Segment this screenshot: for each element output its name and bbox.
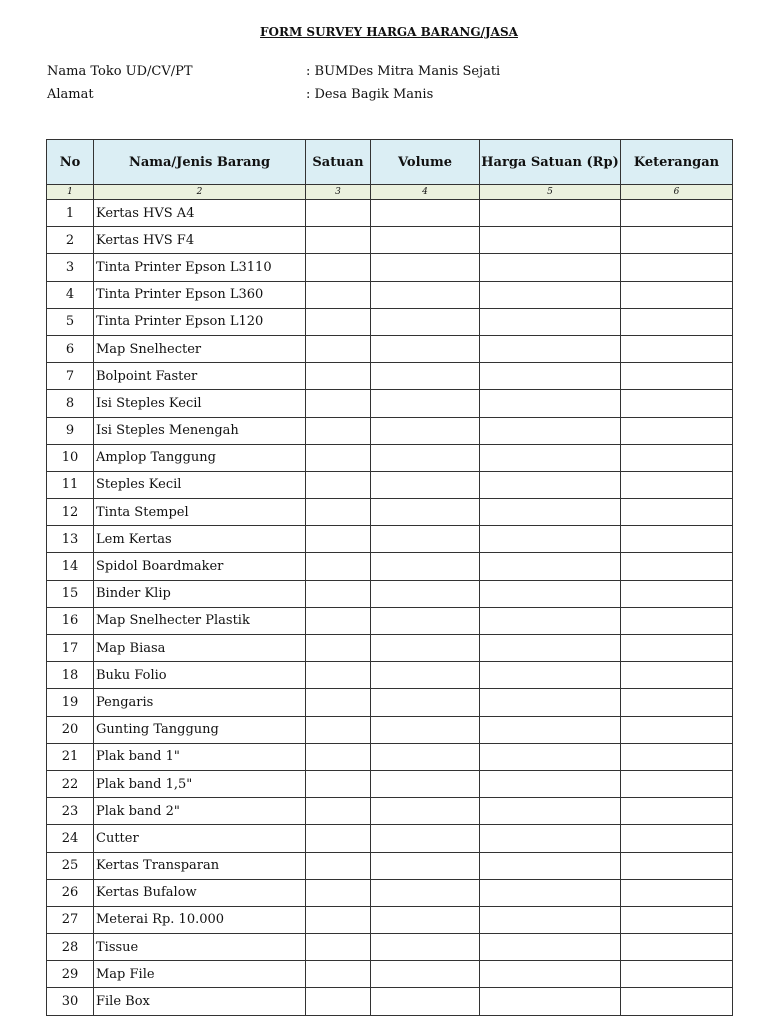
unit-cell[interactable] xyxy=(306,526,371,553)
item-name: Lem Kertas xyxy=(94,526,306,553)
table-row xyxy=(47,390,733,417)
unit-cell[interactable] xyxy=(306,934,371,961)
unit-price-cell[interactable] xyxy=(480,635,621,662)
unit-cell[interactable] xyxy=(306,662,371,689)
store-name-value: : BUMDes Mitra Manis Sejati xyxy=(306,64,501,79)
volume-cell[interactable] xyxy=(371,390,480,417)
remarks-cell[interactable] xyxy=(621,335,733,362)
unit-price-cell[interactable] xyxy=(480,526,621,553)
unit-cell[interactable] xyxy=(306,444,371,471)
row-number: 23 xyxy=(47,798,94,825)
unit-price-cell[interactable] xyxy=(480,798,621,825)
unit-cell[interactable] xyxy=(306,879,371,906)
row-number: 7 xyxy=(47,363,94,390)
table-row xyxy=(47,363,733,390)
row-number: 22 xyxy=(47,770,94,797)
remarks-cell[interactable] xyxy=(621,906,733,933)
table-row xyxy=(47,689,733,716)
item-name: Isi Steples Menengah xyxy=(94,417,306,444)
remarks-cell[interactable] xyxy=(621,662,733,689)
header-no: No xyxy=(47,140,94,185)
remarks-cell[interactable] xyxy=(621,281,733,308)
remarks-cell[interactable] xyxy=(621,227,733,254)
column-index: 5 xyxy=(480,185,621,200)
unit-cell[interactable] xyxy=(306,607,371,634)
item-name: Plak band 1,5" xyxy=(94,770,306,797)
row-number: 12 xyxy=(47,499,94,526)
volume-cell[interactable] xyxy=(371,798,480,825)
remarks-cell[interactable] xyxy=(621,825,733,852)
table-row xyxy=(47,227,733,254)
table-row xyxy=(47,988,733,1015)
unit-price-cell[interactable] xyxy=(480,553,621,580)
unit-price-cell[interactable] xyxy=(480,825,621,852)
unit-price-cell[interactable] xyxy=(480,852,621,879)
row-number: 9 xyxy=(47,417,94,444)
row-number: 27 xyxy=(47,906,94,933)
remarks-cell[interactable] xyxy=(621,254,733,281)
row-number: 5 xyxy=(47,308,94,335)
row-number: 10 xyxy=(47,444,94,471)
remarks-cell[interactable] xyxy=(621,444,733,471)
unit-cell[interactable] xyxy=(306,635,371,662)
address-label: Alamat xyxy=(47,87,94,102)
volume-cell[interactable] xyxy=(371,961,480,988)
table-row xyxy=(47,281,733,308)
volume-cell[interactable] xyxy=(371,934,480,961)
header-remarks: Keterangan xyxy=(621,140,733,185)
table-row xyxy=(47,499,733,526)
item-name: Buku Folio xyxy=(94,662,306,689)
unit-cell[interactable] xyxy=(306,988,371,1015)
unit-price-cell[interactable] xyxy=(480,335,621,362)
row-number: 21 xyxy=(47,743,94,770)
volume-cell[interactable] xyxy=(371,254,480,281)
table-row xyxy=(47,335,733,362)
unit-cell[interactable] xyxy=(306,716,371,743)
table-row xyxy=(47,200,733,227)
unit-cell[interactable] xyxy=(306,961,371,988)
row-number: 2 xyxy=(47,227,94,254)
volume-cell[interactable] xyxy=(371,879,480,906)
volume-cell[interactable] xyxy=(371,227,480,254)
row-number: 18 xyxy=(47,662,94,689)
table-row xyxy=(47,308,733,335)
unit-cell[interactable] xyxy=(306,471,371,498)
item-name: Steples Kecil xyxy=(94,471,306,498)
remarks-cell[interactable] xyxy=(621,390,733,417)
item-name: Map Biasa xyxy=(94,635,306,662)
volume-cell[interactable] xyxy=(371,444,480,471)
volume-cell[interactable] xyxy=(371,499,480,526)
header-item-name: Nama/Jenis Barang xyxy=(94,140,306,185)
remarks-cell[interactable] xyxy=(621,879,733,906)
remarks-cell[interactable] xyxy=(621,526,733,553)
item-name: Tinta Printer Epson L3110 xyxy=(94,254,306,281)
table-row xyxy=(47,526,733,553)
unit-cell[interactable] xyxy=(306,499,371,526)
volume-cell[interactable] xyxy=(371,580,480,607)
table-row xyxy=(47,662,733,689)
unit-price-cell[interactable] xyxy=(480,444,621,471)
table-row xyxy=(47,961,733,988)
remarks-cell[interactable] xyxy=(621,499,733,526)
unit-cell[interactable] xyxy=(306,227,371,254)
column-index: 4 xyxy=(371,185,480,200)
table-body xyxy=(47,200,733,1016)
unit-price-cell[interactable] xyxy=(480,417,621,444)
unit-cell[interactable] xyxy=(306,770,371,797)
unit-price-cell[interactable] xyxy=(480,281,621,308)
unit-price-cell[interactable] xyxy=(480,471,621,498)
table-row xyxy=(47,852,733,879)
row-number: 4 xyxy=(47,281,94,308)
remarks-cell[interactable] xyxy=(621,200,733,227)
unit-price-cell[interactable] xyxy=(480,934,621,961)
table-row xyxy=(47,906,733,933)
volume-cell[interactable] xyxy=(371,743,480,770)
item-name: Map Snelhecter xyxy=(94,335,306,362)
unit-cell[interactable] xyxy=(306,689,371,716)
unit-cell[interactable] xyxy=(306,390,371,417)
table-row xyxy=(47,743,733,770)
header-unit: Satuan xyxy=(306,140,371,185)
unit-price-cell[interactable] xyxy=(480,227,621,254)
header-volume: Volume xyxy=(371,140,480,185)
remarks-cell[interactable] xyxy=(621,689,733,716)
header-unit-price: Harga Satuan (Rp) xyxy=(480,140,621,185)
unit-cell[interactable] xyxy=(306,852,371,879)
unit-price-cell[interactable] xyxy=(480,200,621,227)
unit-price-cell[interactable] xyxy=(480,689,621,716)
row-number: 20 xyxy=(47,716,94,743)
item-name: Kertas HVS F4 xyxy=(94,227,306,254)
unit-cell[interactable] xyxy=(306,906,371,933)
unit-price-cell[interactable] xyxy=(480,662,621,689)
item-name: Cutter xyxy=(94,825,306,852)
row-number: 8 xyxy=(47,390,94,417)
volume-cell[interactable] xyxy=(371,526,480,553)
volume-cell[interactable] xyxy=(371,988,480,1015)
remarks-cell[interactable] xyxy=(621,417,733,444)
form-title: FORM SURVEY HARGA BARANG/JASA xyxy=(260,25,518,39)
remarks-cell[interactable] xyxy=(621,961,733,988)
volume-cell[interactable] xyxy=(371,200,480,227)
volume-cell[interactable] xyxy=(371,308,480,335)
unit-price-cell[interactable] xyxy=(480,308,621,335)
remarks-cell[interactable] xyxy=(621,553,733,580)
item-name: Kertas HVS A4 xyxy=(94,200,306,227)
item-name: Isi Steples Kecil xyxy=(94,390,306,417)
item-name: Kertas Transparan xyxy=(94,852,306,879)
remarks-cell[interactable] xyxy=(621,635,733,662)
item-name: Spidol Boardmaker xyxy=(94,553,306,580)
unit-price-cell[interactable] xyxy=(480,580,621,607)
table-row xyxy=(47,607,733,634)
address-value: : Desa Bagik Manis xyxy=(306,87,434,102)
item-name: Tinta Printer Epson L360 xyxy=(94,281,306,308)
remarks-cell[interactable] xyxy=(621,852,733,879)
unit-price-cell[interactable] xyxy=(480,906,621,933)
table-row xyxy=(47,553,733,580)
remarks-cell[interactable] xyxy=(621,471,733,498)
row-number: 16 xyxy=(47,607,94,634)
item-name: File Box xyxy=(94,988,306,1015)
header-row xyxy=(47,140,733,185)
volume-cell[interactable] xyxy=(371,825,480,852)
unit-cell[interactable] xyxy=(306,798,371,825)
unit-cell[interactable] xyxy=(306,580,371,607)
table-row xyxy=(47,635,733,662)
row-number: 6 xyxy=(47,335,94,362)
table-row xyxy=(47,825,733,852)
unit-cell[interactable] xyxy=(306,200,371,227)
row-number: 14 xyxy=(47,553,94,580)
table-row xyxy=(47,417,733,444)
remarks-cell[interactable] xyxy=(621,798,733,825)
unit-price-cell[interactable] xyxy=(480,770,621,797)
remarks-cell[interactable] xyxy=(621,934,733,961)
volume-cell[interactable] xyxy=(371,770,480,797)
unit-cell[interactable] xyxy=(306,363,371,390)
volume-cell[interactable] xyxy=(371,471,480,498)
row-number: 13 xyxy=(47,526,94,553)
row-number: 19 xyxy=(47,689,94,716)
item-name: Plak band 2" xyxy=(94,798,306,825)
volume-cell[interactable] xyxy=(371,906,480,933)
item-name: Kertas Bufalow xyxy=(94,879,306,906)
item-name: Map Snelhecter Plastik xyxy=(94,607,306,634)
row-number: 24 xyxy=(47,825,94,852)
row-number: 17 xyxy=(47,635,94,662)
unit-price-cell[interactable] xyxy=(480,390,621,417)
unit-price-cell[interactable] xyxy=(480,363,621,390)
row-number: 1 xyxy=(47,200,94,227)
column-index: 6 xyxy=(621,185,733,200)
item-name: Gunting Tanggung xyxy=(94,716,306,743)
volume-cell[interactable] xyxy=(371,662,480,689)
column-index-row xyxy=(47,185,733,200)
table-row xyxy=(47,471,733,498)
row-number: 25 xyxy=(47,852,94,879)
unit-price-cell[interactable] xyxy=(480,961,621,988)
remarks-cell[interactable] xyxy=(621,580,733,607)
table-row xyxy=(47,254,733,281)
unit-cell[interactable] xyxy=(306,335,371,362)
unit-cell[interactable] xyxy=(306,417,371,444)
item-name: Binder Klip xyxy=(94,580,306,607)
volume-cell[interactable] xyxy=(371,852,480,879)
column-index: 3 xyxy=(306,185,371,200)
item-name: Bolpoint Faster xyxy=(94,363,306,390)
table-row xyxy=(47,879,733,906)
column-index: 1 xyxy=(47,185,94,200)
remarks-cell[interactable] xyxy=(621,988,733,1015)
table-row xyxy=(47,770,733,797)
row-number: 29 xyxy=(47,961,94,988)
item-name: Pengaris xyxy=(94,689,306,716)
unit-cell[interactable] xyxy=(306,281,371,308)
volume-cell[interactable] xyxy=(371,716,480,743)
volume-cell[interactable] xyxy=(371,363,480,390)
remarks-cell[interactable] xyxy=(621,770,733,797)
remarks-cell[interactable] xyxy=(621,607,733,634)
unit-cell[interactable] xyxy=(306,825,371,852)
item-name: Amplop Tanggung xyxy=(94,444,306,471)
volume-cell[interactable] xyxy=(371,635,480,662)
table-row xyxy=(47,934,733,961)
row-number: 26 xyxy=(47,879,94,906)
remarks-cell[interactable] xyxy=(621,308,733,335)
volume-cell[interactable] xyxy=(371,281,480,308)
volume-cell[interactable] xyxy=(371,689,480,716)
store-name-label: Nama Toko UD/CV/PT xyxy=(47,64,193,79)
remarks-cell[interactable] xyxy=(621,363,733,390)
unit-price-cell[interactable] xyxy=(480,743,621,770)
volume-cell[interactable] xyxy=(371,553,480,580)
item-name: Meterai Rp. 10.000 xyxy=(94,906,306,933)
unit-price-cell[interactable] xyxy=(480,254,621,281)
row-number: 15 xyxy=(47,580,94,607)
item-name: Map File xyxy=(94,961,306,988)
table-row xyxy=(47,580,733,607)
unit-price-cell[interactable] xyxy=(480,607,621,634)
item-name: Tinta Printer Epson L120 xyxy=(94,308,306,335)
table-row xyxy=(47,798,733,825)
column-index: 2 xyxy=(94,185,306,200)
unit-cell[interactable] xyxy=(306,743,371,770)
row-number: 28 xyxy=(47,934,94,961)
unit-cell[interactable] xyxy=(306,553,371,580)
item-name: Tissue xyxy=(94,934,306,961)
unit-price-cell[interactable] xyxy=(480,879,621,906)
row-number: 30 xyxy=(47,988,94,1015)
table-row xyxy=(47,444,733,471)
unit-price-cell[interactable] xyxy=(480,988,621,1015)
table-row xyxy=(47,716,733,743)
item-name: Plak band 1" xyxy=(94,743,306,770)
volume-cell[interactable] xyxy=(371,607,480,634)
unit-cell[interactable] xyxy=(306,254,371,281)
item-name: Tinta Stempel xyxy=(94,499,306,526)
unit-cell[interactable] xyxy=(306,308,371,335)
row-number: 11 xyxy=(47,471,94,498)
survey-table xyxy=(46,139,733,1016)
row-number: 3 xyxy=(47,254,94,281)
volume-cell[interactable] xyxy=(371,335,480,362)
unit-price-cell[interactable] xyxy=(480,716,621,743)
remarks-cell[interactable] xyxy=(621,743,733,770)
volume-cell[interactable] xyxy=(371,417,480,444)
unit-price-cell[interactable] xyxy=(480,499,621,526)
remarks-cell[interactable] xyxy=(621,716,733,743)
